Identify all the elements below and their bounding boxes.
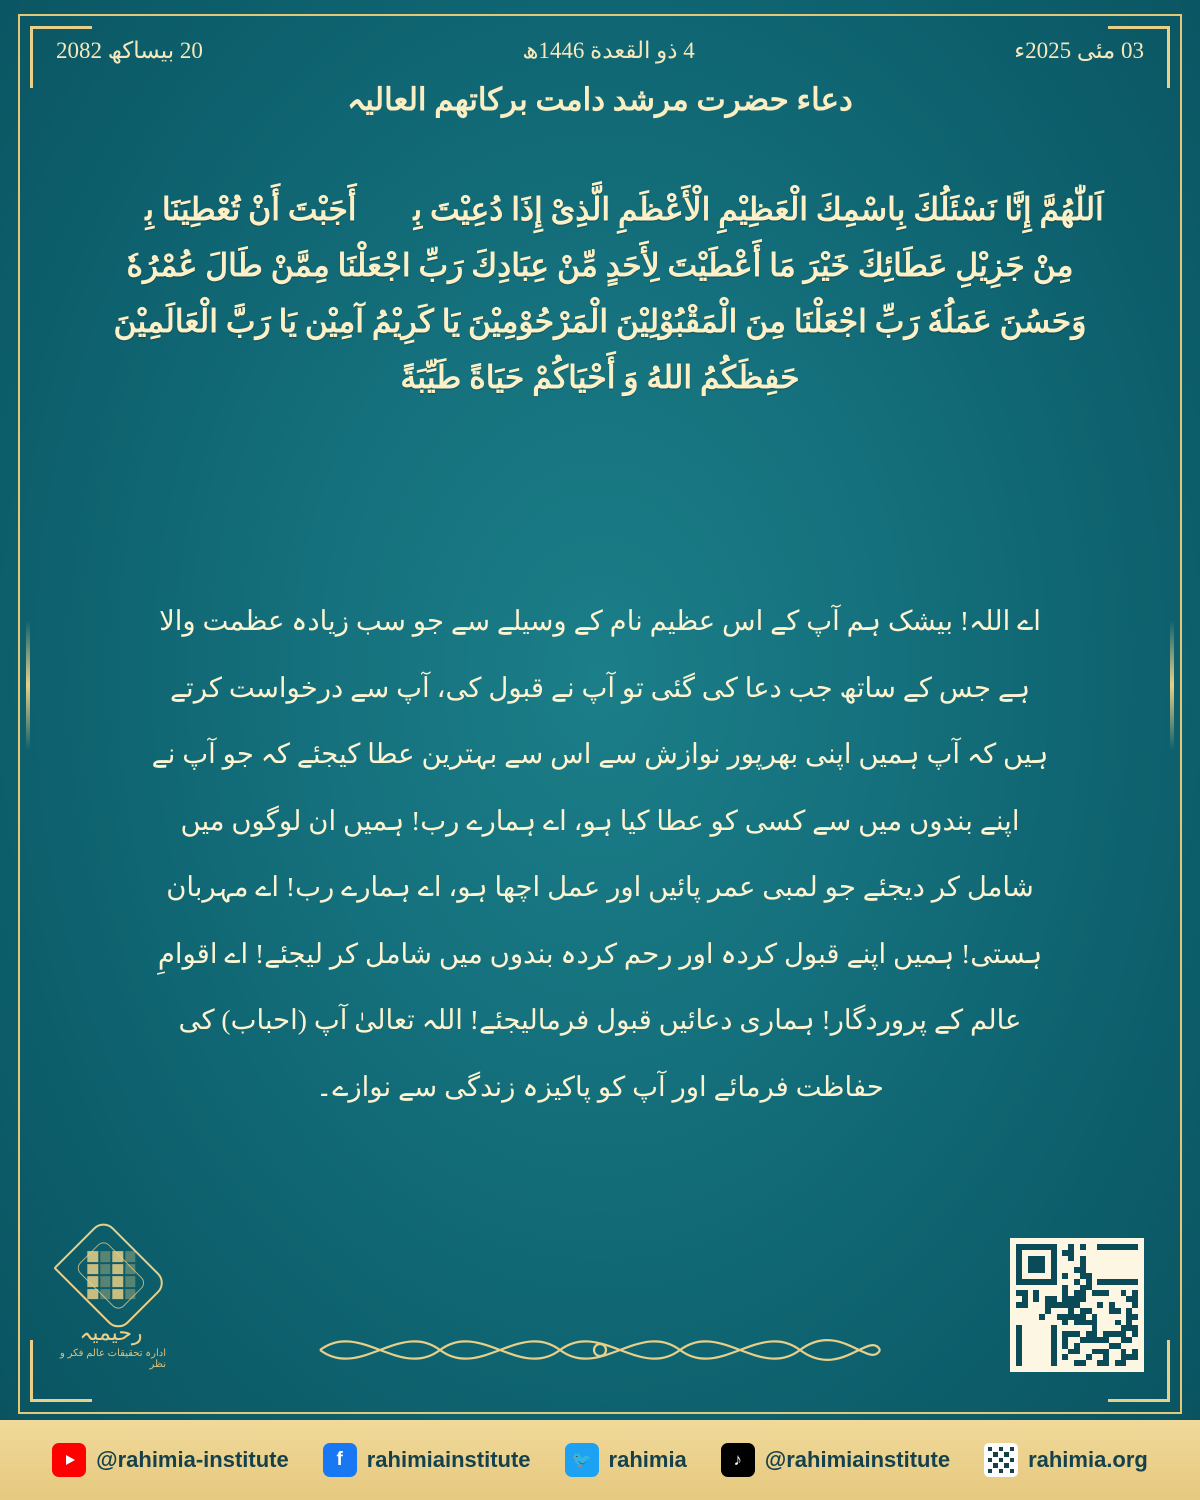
website-url: rahimia.org [1028, 1447, 1148, 1472]
side-accent-left [26, 620, 30, 750]
social-footer [0, 1420, 1200, 1500]
social-link-website[interactable] [984, 1443, 1148, 1477]
header-dates [56, 34, 1144, 67]
side-accent-right [1170, 620, 1174, 750]
facebook-icon: f [323, 1443, 357, 1477]
arabic-dua-text: اَللّٰهُمَّ إِنَّا نَسْئَلُكَ بِاسْمِكَ الْعَظِيْمِ الْأَعْظَمِ الَّذِىْ إِذَا دُعِيْتَ بِهٖ أَجَبْتَ أَنْ تُعْطِيَنَا بِهٖ مِنْ جَزِيْلِ عَطَائِكَ خَيْرَ مَا أَعْطَيْتَ لِأَحَدٍ مِّنْ عِبَادِكَ رَبِّ اجْعَلْنَا مِمَّنْ طَالَ عُمْرُهٗ وَحَسُنَ عَمَلُهٗ رَبِّ اجْعَلْنَا مِنَ الْمَقْبُوْلِيْنَ الْمَرْحُوْمِيْنَ يَا كَرِيْمُ آمِيْن يَا رَبَّ الْعَالَمِيْنَ حَفِظَكُمُ اللهُ وَ أَحْيَاكُمْ حَيَاةً طَيِّبَةً [96, 192, 1104, 396]
hijri-date: 4 ذو القعدة 1446ھ [522, 38, 695, 63]
logo-name: رحیمیہ [79, 1319, 143, 1345]
tiktok-icon: ♪ [721, 1443, 755, 1477]
qr-code-pattern [1016, 1244, 1138, 1366]
logo-subtitle: ادارہ تحقیقات عالم فکر و نظر [59, 1348, 166, 1370]
gregorian-date: 03 مئی 2025ء [1014, 38, 1144, 63]
logo-pattern [87, 1251, 135, 1299]
social-link-twitter[interactable] [565, 1443, 687, 1477]
social-link-tiktok[interactable] [721, 1443, 950, 1477]
page-title: دعاء حضرت مرشد دامت بركاتهم العالیہ [347, 82, 853, 117]
youtube-handle: @rahimia-institute [96, 1447, 289, 1472]
facebook-handle: rahimiainstitute [366, 1447, 531, 1472]
bikrami-date: 20 بیساکھ 2082 [56, 38, 203, 63]
social-link-youtube[interactable] [52, 1443, 289, 1477]
rahimia-logo [56, 1240, 166, 1370]
youtube-icon [52, 1443, 86, 1477]
qr-code[interactable] [1010, 1238, 1144, 1372]
social-link-facebook[interactable] [323, 1443, 531, 1477]
logo-mark-icon [53, 1218, 168, 1333]
urdu-translation-text: اے اللہ! بیشک ہم آپ کے اس عظیم نام کے وسیلے سے جو سب زیادہ عظمت والا ہے جس کے ساتھ جب دعا کی گئی تو آپ نے قبول کی، آپ سے درخواست کرتے ہیں کہ آپ ہمیں اپنی بھرپور نوازش سے اس سے بہترین عطا کیجئے کہ جو آپ نے اپنے بندوں میں سے کسی کو عطا کیا ہو، اے ہمارے رب! ہمیں ان لوگوں میں شامل کر دیجئے جو لمبی عمر پائیں اور عمل اچھا ہو، اے ہمارے رب! اے مہربان ہستی! ہمیں اپنے قبول کردہ اور رحم کردہ بندوں میں شامل کر لیجئے! اے اقوامِ عالم کے پروردگار! ہماری دعائیں قبول فرمالیجئے! اللہ تعالیٰ آپ (احباب) کی حفاظت فرمائے اور آپ کو پاکیزہ زندگی سے نوازے۔ [151, 605, 1049, 1102]
twitter-handle: rahimia [608, 1447, 687, 1472]
flourish-ornament-icon [300, 1320, 900, 1380]
qr-website-icon [984, 1443, 1018, 1477]
tiktok-handle: @rahimiainstitute [764, 1447, 951, 1472]
twitter-icon: 🐦 [565, 1443, 599, 1477]
